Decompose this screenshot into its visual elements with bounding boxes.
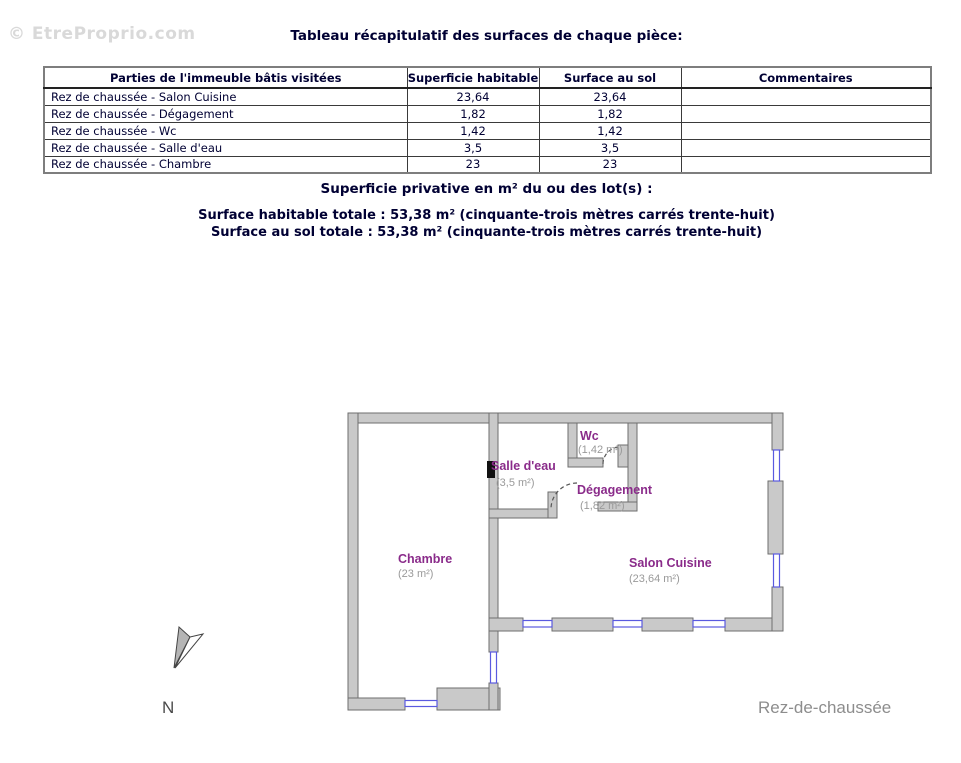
room-area-chambre: (23 m²) <box>398 568 434 580</box>
cell-partie: Rez de chaussée - Dégagement <box>44 105 407 122</box>
cell-habitable: 23 <box>407 156 539 173</box>
summary-surface-au-sol: Surface au sol totale : 53,38 m² (cinquante-trois mètres carrés trente-huit) <box>210 225 763 240</box>
header-parties: Parties de l'immeuble bâtis visitées <box>44 67 407 88</box>
cell-sol: 1,42 <box>539 122 681 139</box>
room-label-salle-deau: Salle d'eau <box>491 459 556 473</box>
cell-sol: 23,64 <box>539 88 681 105</box>
cell-habitable: 3,5 <box>407 139 539 156</box>
cell-partie: Rez de chaussée - Chambre <box>44 156 407 173</box>
cell-habitable: 1,82 <box>407 105 539 122</box>
room-label-degagement: Dégagement <box>577 483 653 497</box>
room-area-salon-cuisine: (23,64 m²) <box>629 573 680 585</box>
summary-surface-habitable: Surface habitable totale : 53,38 m² (cinquante-trois mètres carrés trente-huit) <box>198 208 775 223</box>
header-surface-au-sol: Surface au sol <box>539 67 681 88</box>
watermark: © EtreProprio.com <box>8 24 196 44</box>
north-arrow-icon <box>174 627 203 668</box>
floor-label: Rez-de-chaussée <box>758 698 892 717</box>
room-area-wc: (1,42 m²) <box>578 444 623 456</box>
cell-sol: 1,82 <box>539 105 681 122</box>
cell-sol: 23 <box>539 156 681 173</box>
room-label-wc: Wc <box>580 429 599 443</box>
room-area-salle-deau: (3,5 m²) <box>496 477 535 489</box>
cell-partie: Rez de chaussée - Salle d'eau <box>44 139 407 156</box>
room-label-salon-cuisine: Salon Cuisine <box>629 556 712 570</box>
cell-partie: Rez de chaussée - Salon Cuisine <box>44 88 407 105</box>
cell-sol: 3,5 <box>539 139 681 156</box>
room-label-chambre: Chambre <box>398 552 453 566</box>
north-label: N <box>162 698 175 717</box>
header-superficie-habitable: Superficie habitable <box>407 67 539 88</box>
cell-habitable: 1,42 <box>407 122 539 139</box>
cell-habitable: 23,64 <box>407 88 539 105</box>
header-commentaires: Commentaires <box>681 67 931 88</box>
room-area-degagement: (1,82 m²) <box>580 500 625 512</box>
page-title: Tableau récapitulatif des surfaces de chaque pièce: <box>290 28 683 44</box>
summary-superficie-privative: Superficie privative en m² du ou des lot(s) : <box>320 181 653 197</box>
cell-partie: Rez de chaussée - Wc <box>44 122 407 139</box>
